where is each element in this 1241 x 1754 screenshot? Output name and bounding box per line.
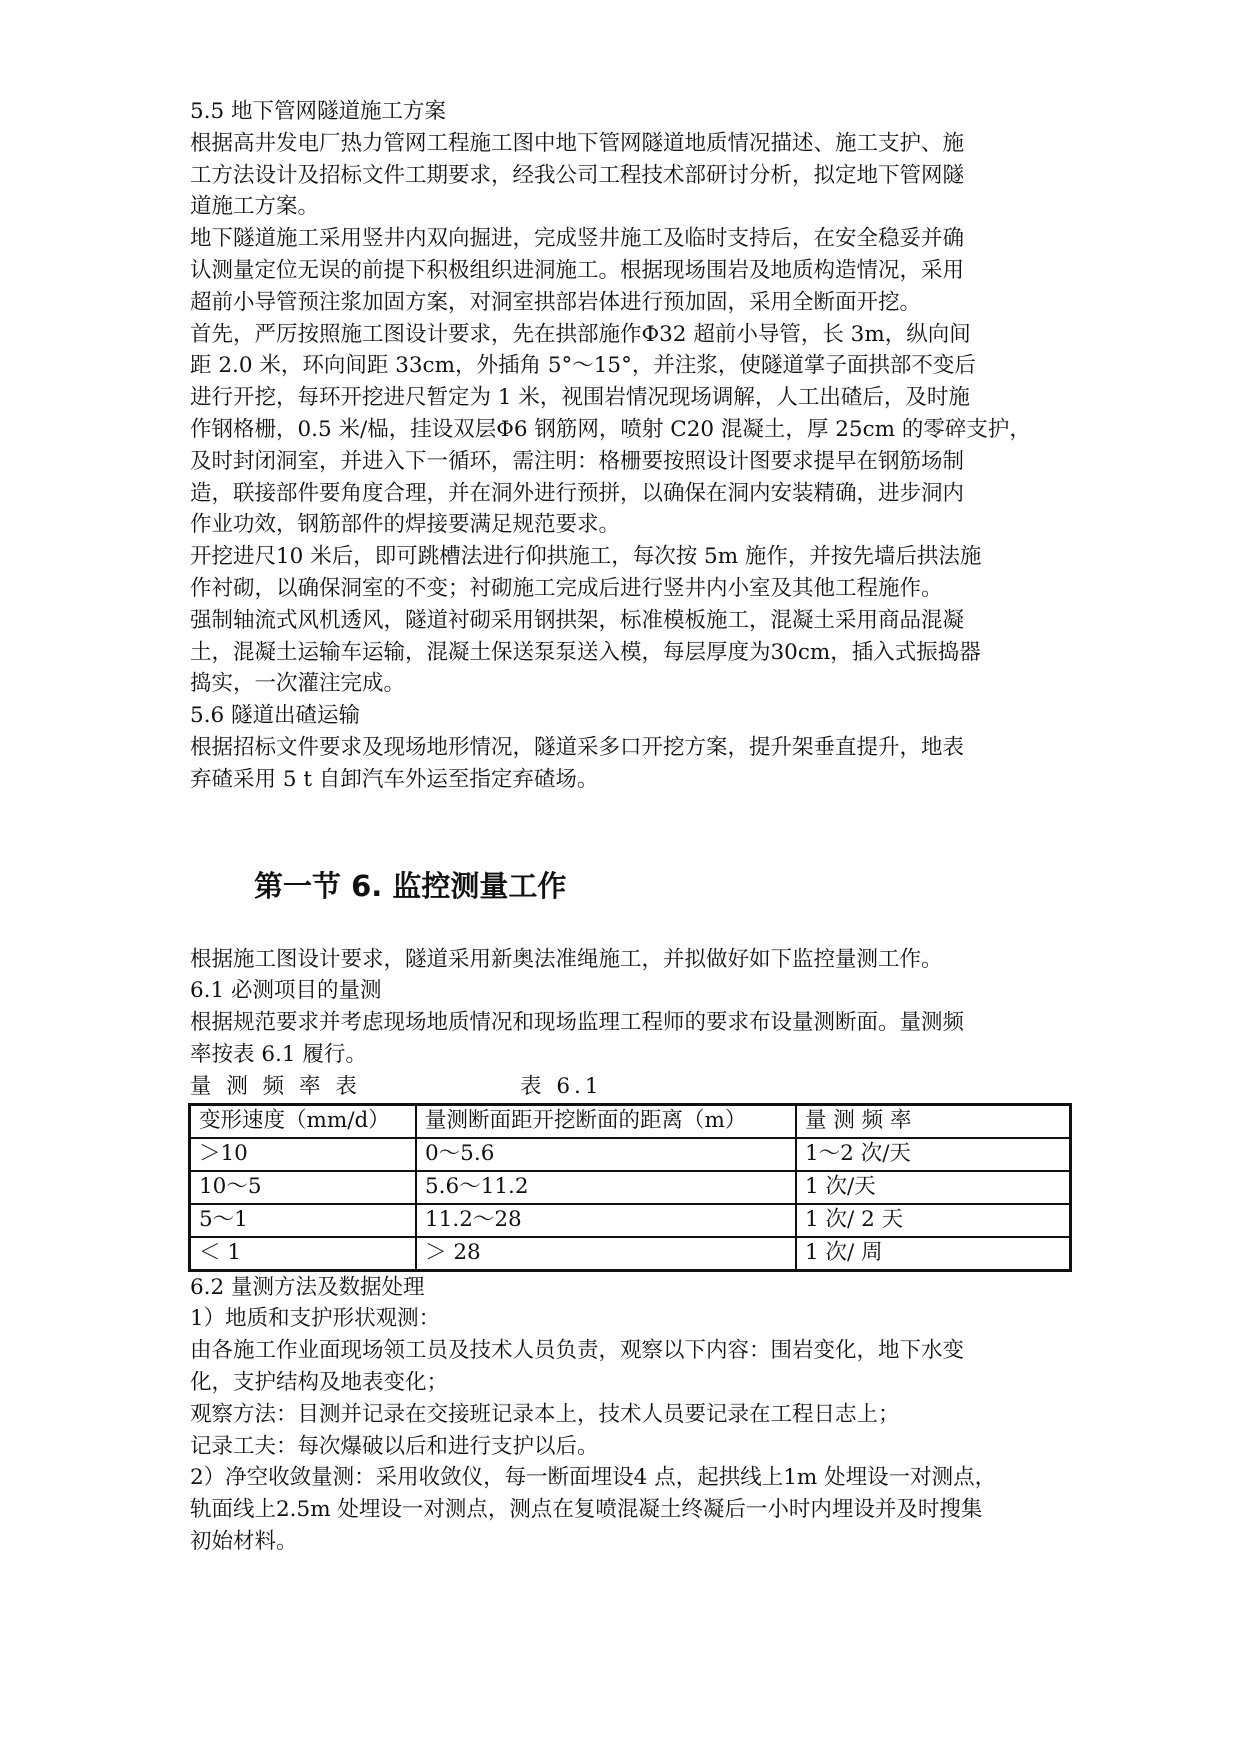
measurement-frequency-table: [188, 1103, 1072, 1272]
text-line: 由各施工作业面现场领工员及技术人员负责，观察以下内容：围岩变化，地下水变: [190, 1338, 965, 1364]
section-6-1-title: 6.1 必测项目的量测: [190, 978, 382, 1004]
table-cell: 1 次/天: [796, 1171, 1071, 1204]
table-caption-title: 量 测 频 率 表: [190, 1073, 361, 1099]
table-cell: 1 次/ 2 天: [796, 1204, 1071, 1237]
section-6-2-title: 6.2 量测方法及数据处理: [190, 1274, 425, 1300]
table-header-row: [190, 1104, 1071, 1138]
section-5-5-title: 5.5 地下管网隧道施工方案: [190, 99, 447, 124]
header-cell-distance: 量测断面距开挖断面的距离（m）: [416, 1104, 796, 1138]
text-line: 地下隧道施工采用竖井内双向掘进，完成竖井施工及临时支持后，在安全稳妥并确: [190, 226, 965, 252]
table-cell: ＞10: [190, 1138, 417, 1171]
text-line: 1）地质和支护形状观测：: [190, 1306, 441, 1332]
table-row: [190, 1171, 1071, 1204]
text-line: 进行开挖，每环开挖进尺暂定为 1 米，视围岩情况现场调解，人工出碴后，及时施: [190, 385, 970, 411]
text-line: 首先，严厉按照施工图设计要求，先在拱部施作Φ32 超前小导管，长 3m，纵向间: [190, 321, 971, 347]
text-line: 2）净空收敛量测：采用收敛仪，每一断面埋设4 点，起拱线上1m 处埋设一对测点，: [190, 1465, 997, 1491]
section-6-intro: 根据施工图设计要求，隧道采用新奥法准绳施工，并拟做好如下监控量测工作。: [190, 946, 943, 972]
text-line: 捣实，一次灌注完成。: [190, 671, 406, 697]
table-cell: 5.6～11.2: [416, 1171, 796, 1204]
table-cell: ＜ 1: [190, 1237, 417, 1271]
text-line: 记录工夫：每次爆破以后和进行支护以后。: [190, 1433, 599, 1459]
text-line: 道施工方案。: [190, 194, 320, 220]
text-line: 认测量定位无误的前提下积极组织进洞施工。根据现场围岩及地质构造情况，采用: [190, 257, 965, 283]
text-line: 弃碴采用 5 t 自卸汽车外运至指定弃碴场。: [190, 766, 599, 792]
header-cell-deformation-rate: 变形速度（mm/d）: [190, 1104, 417, 1138]
table-row: [190, 1204, 1071, 1237]
document-body: [190, 96, 1070, 1558]
text-line: 观察方法：目测并记录在交接班记录本上，技术人员要记录在工程日志上；: [190, 1401, 900, 1427]
table-cell: 1～2 次/天: [796, 1138, 1071, 1171]
text-line: 强制轴流式风机透风，隧道衬砌采用钢拱架，标准模板施工，混凝土采用商品混凝: [190, 607, 965, 633]
section-5-6-body: [190, 732, 1070, 796]
table-cell: 11.2～28: [416, 1204, 796, 1237]
text-line: 作衬砌，以确保洞室的不变；衬砌施工完成后进行竖井内小室及其他工程施作。: [190, 575, 943, 601]
text-line: 开挖进尺10 米后，即可跳槽法进行仰拱施工，每次按 5m 施作，并按先墙后拱法施: [190, 544, 982, 570]
text-line: 根据高井发电厂热力管网工程施工图中地下管网隧道地质情况描述、施工支护、施: [190, 130, 965, 156]
text-line: 根据招标文件要求及现场地形情况，隧道采多口开挖方案，提升架垂直提升，地表: [190, 734, 965, 760]
text-line: 初始材料。: [190, 1528, 298, 1554]
table-cell: 0～5.6: [416, 1138, 796, 1171]
table-row: [190, 1138, 1071, 1171]
table-cell: 10～5: [190, 1171, 417, 1204]
text-line: 及时封闭洞室，并进入下一循环，需注明：格栅要按照设计图要求提早在钢筋场制: [190, 448, 965, 474]
text-line: 作业功效，钢筋部件的焊接要满足规范要求。: [190, 512, 621, 538]
text-line: 根据规范要求并考虑现场地质情况和现场监理工程师的要求布设量测断面。量测频: [190, 1010, 965, 1036]
text-line: 超前小导管预注浆加固方案，对洞室拱部岩体进行预加固，采用全断面开挖。: [190, 289, 922, 315]
text-line: 距 2.0 米，环向间距 33cm，外插角 5°～15°，并注浆，使隧道掌子面拱部不变后: [190, 353, 976, 379]
table-cell: 1 次/ 周: [796, 1237, 1071, 1271]
chapter-heading: 第一节 6. 监控测量工作: [254, 868, 567, 903]
header-cell-frequency: 量 测 频 率: [796, 1104, 1071, 1138]
section-5-6-title: 5.6 隧道出碴运输: [190, 703, 361, 729]
table-caption-number: 表 6.1: [520, 1073, 603, 1099]
text-line: 造，联接部件要角度合理，并在洞外进行预拼，以确保在洞内安装精确，进步洞内: [190, 480, 965, 506]
text-line: 化，支护结构及地表变化；: [190, 1369, 449, 1395]
text-line: 作钢格栅，0.5 米/榀，挂设双层Φ6 钢筋网，喷射 C20 混凝土，厚 25cm 的零碎支护，: [190, 416, 1031, 442]
table-cell: ＞ 28: [416, 1237, 796, 1271]
table-caption: [190, 1071, 1070, 1103]
text-line: 率按表 6.1 履行。: [190, 1041, 367, 1067]
text-line: 工方法设计及招标文件工期要求，经我公司工程技术部研讨分析，拟定地下管网隧: [190, 162, 965, 188]
text-line: 土，混凝土运输车运输，混凝土保送泵泵送入模，每层厚度为30cm，插入式振捣器: [190, 639, 981, 665]
table-cell: 5～1: [190, 1204, 417, 1237]
text-line: 轨面线上2.5m 处埋设一对测点，测点在复喷混凝土终凝后一小时内埋设并及时搜集: [190, 1497, 983, 1523]
section-6-2-body: [190, 1303, 1070, 1557]
section-5-5-body: [190, 128, 1070, 700]
table-row: [190, 1237, 1071, 1271]
